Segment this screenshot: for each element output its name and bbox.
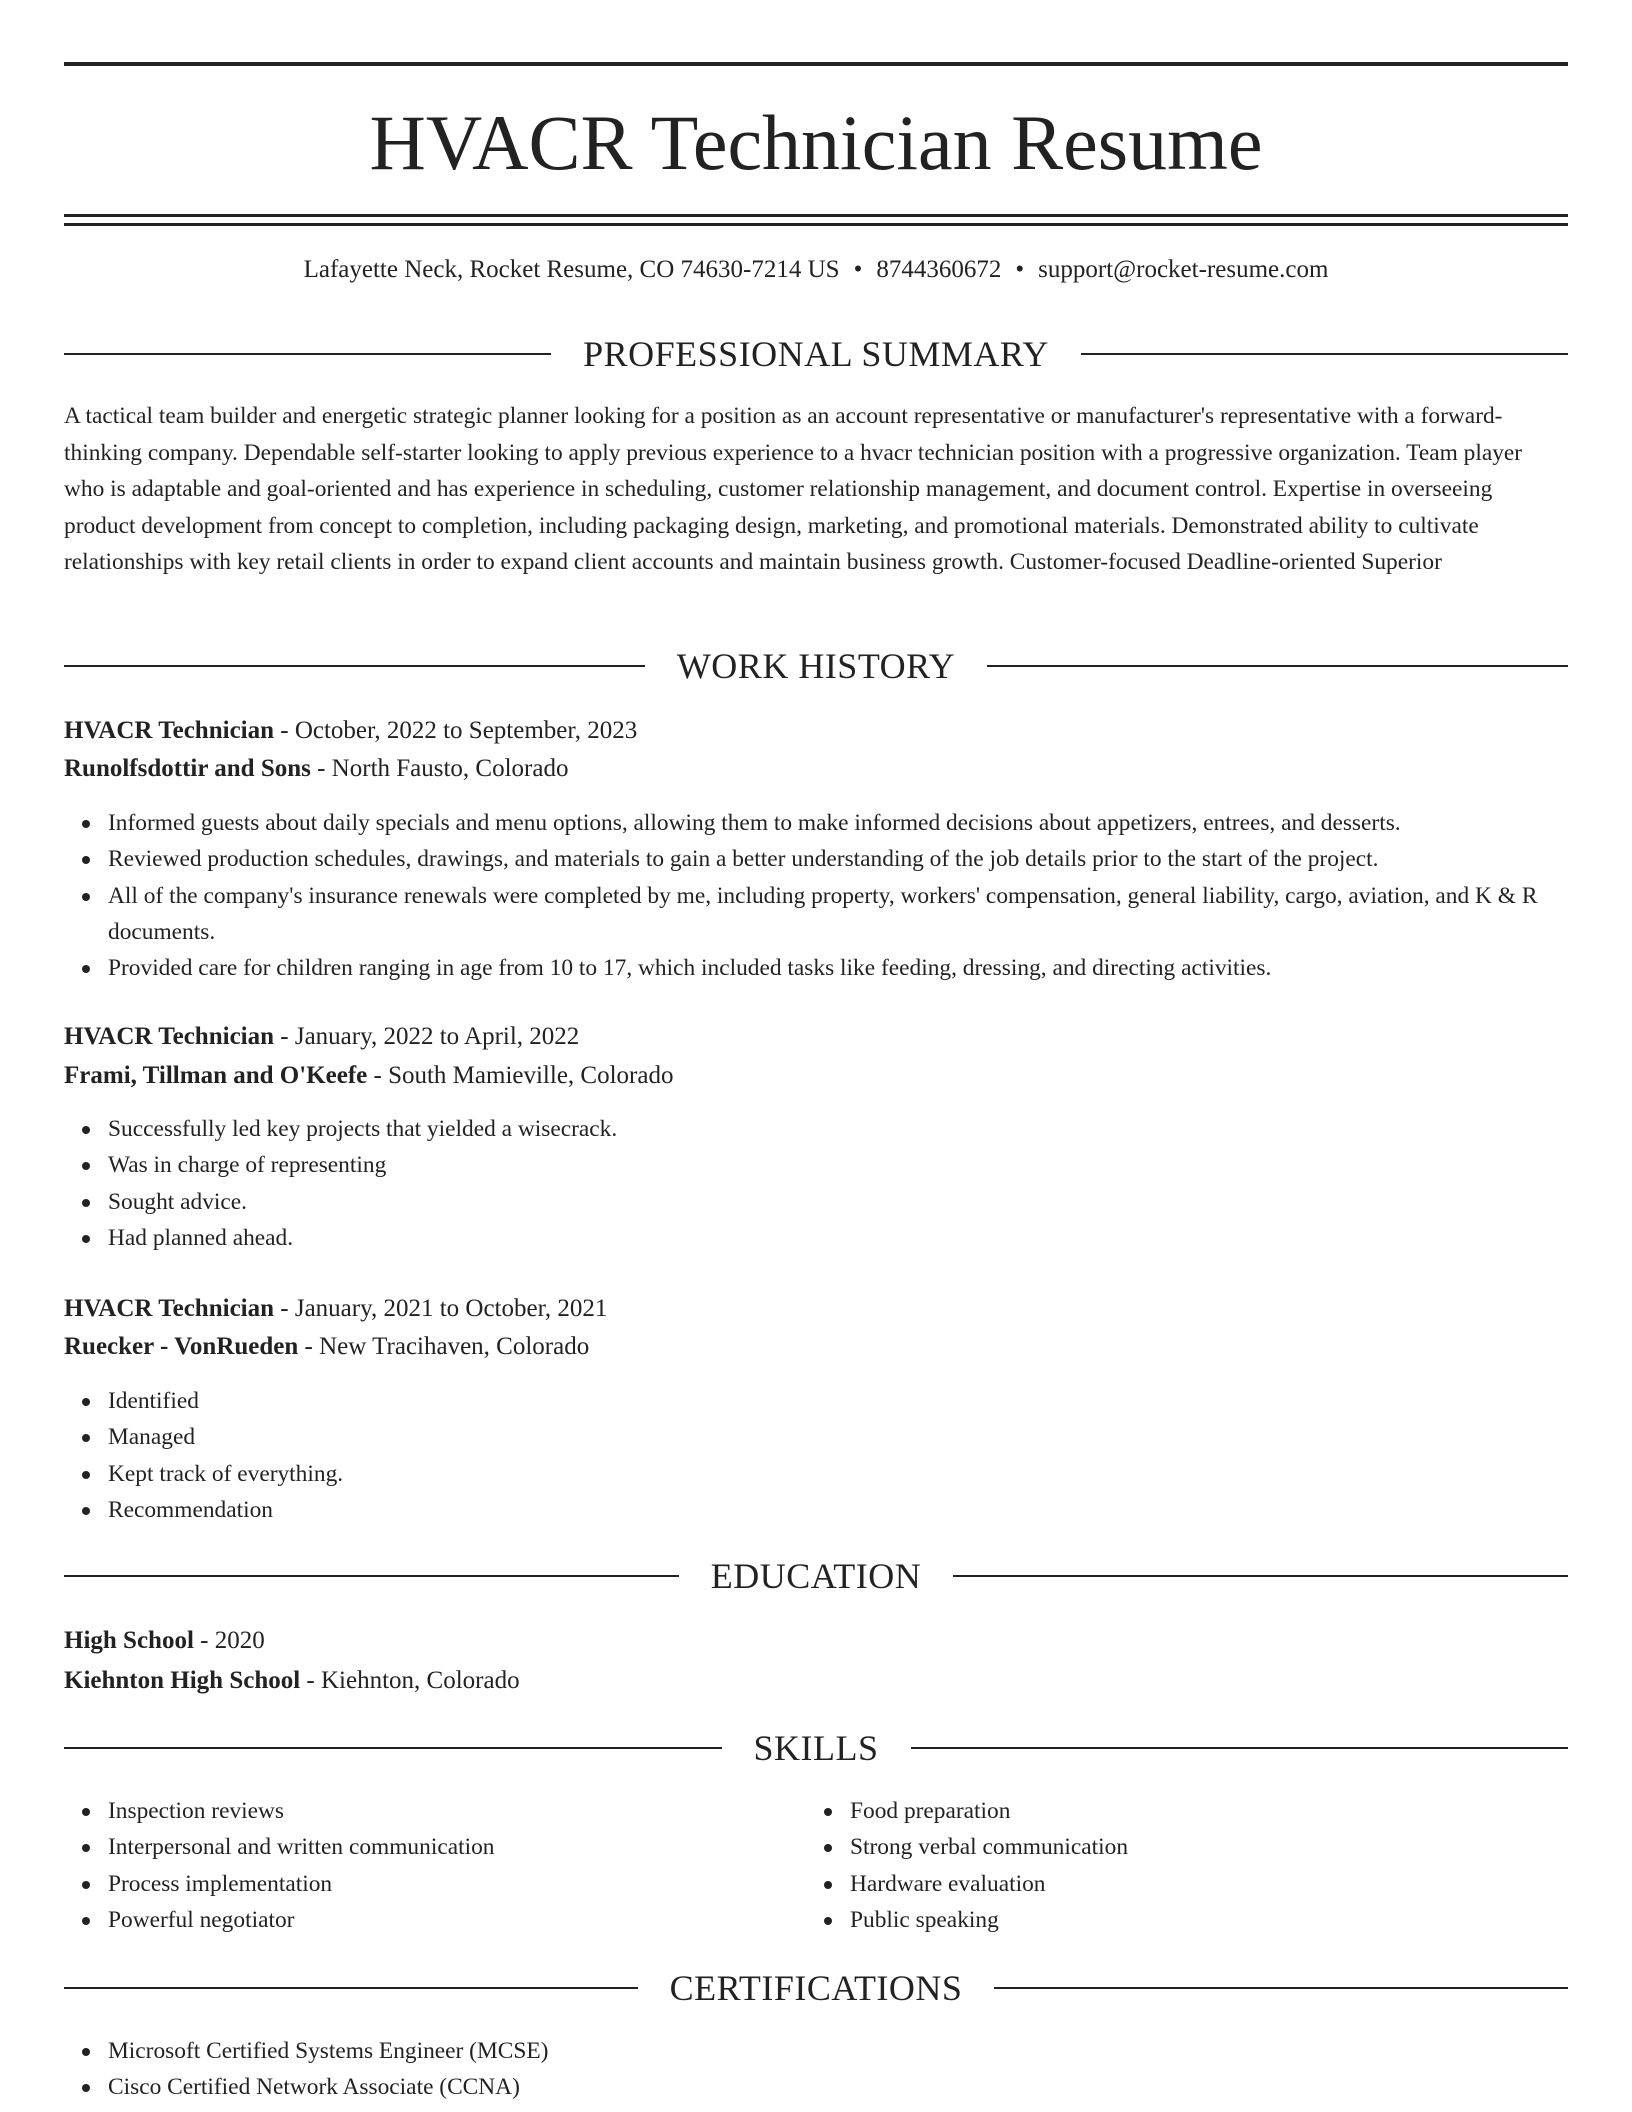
education-school-line (64, 1663, 520, 1699)
heading-rule-left (64, 1575, 679, 1577)
list-item: Public speaking (850, 1902, 1550, 1938)
page-title: HVACR Technician Resume (369, 99, 1263, 186)
section-title: PROFESSIONAL SUMMARY (583, 334, 1049, 374)
heading-rule-right (953, 1575, 1568, 1577)
job-bullets (64, 1111, 1612, 1256)
list-item: Identified (108, 1383, 1612, 1419)
list-item: Had planned ahead. (108, 1220, 1612, 1256)
job-title-line (64, 1291, 607, 1327)
education-year: - 2020 (193, 1627, 265, 1654)
job-bullets (64, 1383, 1612, 1528)
heading-rule-right (994, 1987, 1568, 1989)
list-item: Managed (108, 1419, 1612, 1455)
contact-phone: 8744360672 (876, 256, 1002, 283)
list-item: Process implementation (108, 1866, 808, 1902)
job-title: HVACR Technician (64, 1295, 275, 1322)
title-rule-top (64, 62, 1568, 66)
education-degree-line (64, 1623, 265, 1659)
job-title-line (64, 713, 637, 749)
job-company: Ruecker - VonRueden (64, 1333, 299, 1360)
job-dates: - January, 2021 to October, 2021 (274, 1295, 608, 1322)
contact-address: Lafayette Neck, Rocket Resume, CO 74630-7214 US (303, 256, 840, 283)
section-heading-summary (64, 334, 1568, 374)
title-rule-bottom (64, 214, 1568, 217)
education-degree: High School (64, 1627, 194, 1654)
job-company-line (64, 1329, 589, 1365)
list-item: Kept track of everything. (108, 1456, 1612, 1492)
title-rule-bottom-second (64, 223, 1568, 226)
list-item: Cisco Certified Network Associate (CCNA) (108, 2069, 1612, 2105)
section-heading-certifications (64, 1968, 1568, 2008)
job-bullets (64, 805, 1612, 986)
heading-rule-left (64, 665, 645, 667)
job-location: - North Fausto, Colorado (310, 755, 569, 782)
contact-separator: • (1015, 256, 1025, 283)
heading-rule-left (64, 1747, 722, 1749)
job-location: - South Mamieville, Colorado (367, 1062, 674, 1089)
job-location: - New Tracihaven, Colorado (298, 1333, 590, 1360)
heading-rule-right (911, 1747, 1569, 1749)
section-title: EDUCATION (710, 1556, 922, 1596)
heading-rule-right (987, 665, 1568, 667)
list-item: Powerful negotiator (108, 1902, 808, 1938)
job-title: HVACR Technician (64, 717, 275, 744)
list-item: Sought advice. (108, 1184, 1612, 1220)
section-heading-work (64, 646, 1568, 686)
list-item: Informed guests about daily specials and menu options, allowing them to make informed decisions about appetizers, entrees, and desserts. (108, 805, 1612, 841)
job-company-line (64, 751, 568, 787)
certifications-list (64, 2033, 1612, 2106)
list-item: Inspection reviews (108, 1793, 808, 1829)
job-company-line (64, 1058, 673, 1094)
job-dates: - January, 2022 to April, 2022 (274, 1023, 580, 1050)
list-item: Food preparation (850, 1793, 1550, 1829)
list-item: Strong verbal communication (850, 1829, 1550, 1865)
job-title: HVACR Technician (64, 1023, 275, 1050)
education-location: - Kiehnton, Colorado (300, 1667, 520, 1694)
list-item: Recommendation (108, 1492, 1612, 1528)
list-item: Successfully led key projects that yielded a wisecrack. (108, 1111, 1612, 1147)
section-title: WORK HISTORY (676, 646, 956, 686)
list-item: Hardware evaluation (850, 1866, 1550, 1902)
list-item: Interpersonal and written communication (108, 1829, 808, 1865)
section-title: SKILLS (753, 1728, 879, 1768)
list-item: Was in charge of representing (108, 1147, 1612, 1183)
list-item: Provided care for children ranging in age from 10 to 17, which included tasks like feeding, dressing, and directing activities. (108, 950, 1612, 986)
education-school: Kiehnton High School (64, 1667, 301, 1694)
contact-separator: • (853, 256, 863, 283)
list-item: Microsoft Certified Systems Engineer (MCSE) (108, 2033, 1612, 2069)
contact-line (64, 252, 1568, 288)
heading-rule-left (64, 353, 551, 355)
section-heading-education (64, 1556, 1568, 1596)
job-dates: - October, 2022 to September, 2023 (274, 717, 638, 744)
summary-text: A tactical team builder and energetic strategic planner looking for a position as an account representative or manufacturer's representative with a forward-thinking company. Dependable self-starter looking to apply previous experience to a hvacr technician position with a progressive organization. Team player who is adaptable and goal-oriented and has experience in scheduling, customer relationship management, and document control. Expertise in overseeing product development from concept to completion, including packaging design, marketing, and promotional materials. Demonstrated ability to cultivate relationships with key retail clients in order to expand client accounts and maintain business growth. Customer-focused Deadline-oriented Superior (64, 403, 1523, 575)
skills-list-left (64, 1793, 808, 1938)
job-company: Frami, Tillman and O'Keefe (64, 1062, 368, 1089)
job-title-line (64, 1019, 579, 1055)
heading-rule-left (64, 1987, 638, 1989)
section-heading-skills (64, 1728, 1568, 1768)
contact-email: support@rocket-resume.com (1038, 256, 1329, 283)
job-company: Runolfsdottir and Sons (64, 755, 311, 782)
title-block (64, 62, 1568, 226)
list-item: Reviewed production schedules, drawings, and materials to gain a better understanding of the job details prior to the start of the project. (108, 841, 1612, 877)
heading-rule-right (1081, 353, 1568, 355)
skills-list-right (806, 1793, 1550, 1938)
list-item: All of the company's insurance renewals were completed by me, including property, workers' compensation, general liability, cargo, aviation, and K & R documents. (108, 878, 1612, 951)
section-title: CERTIFICATIONS (669, 1968, 963, 2008)
